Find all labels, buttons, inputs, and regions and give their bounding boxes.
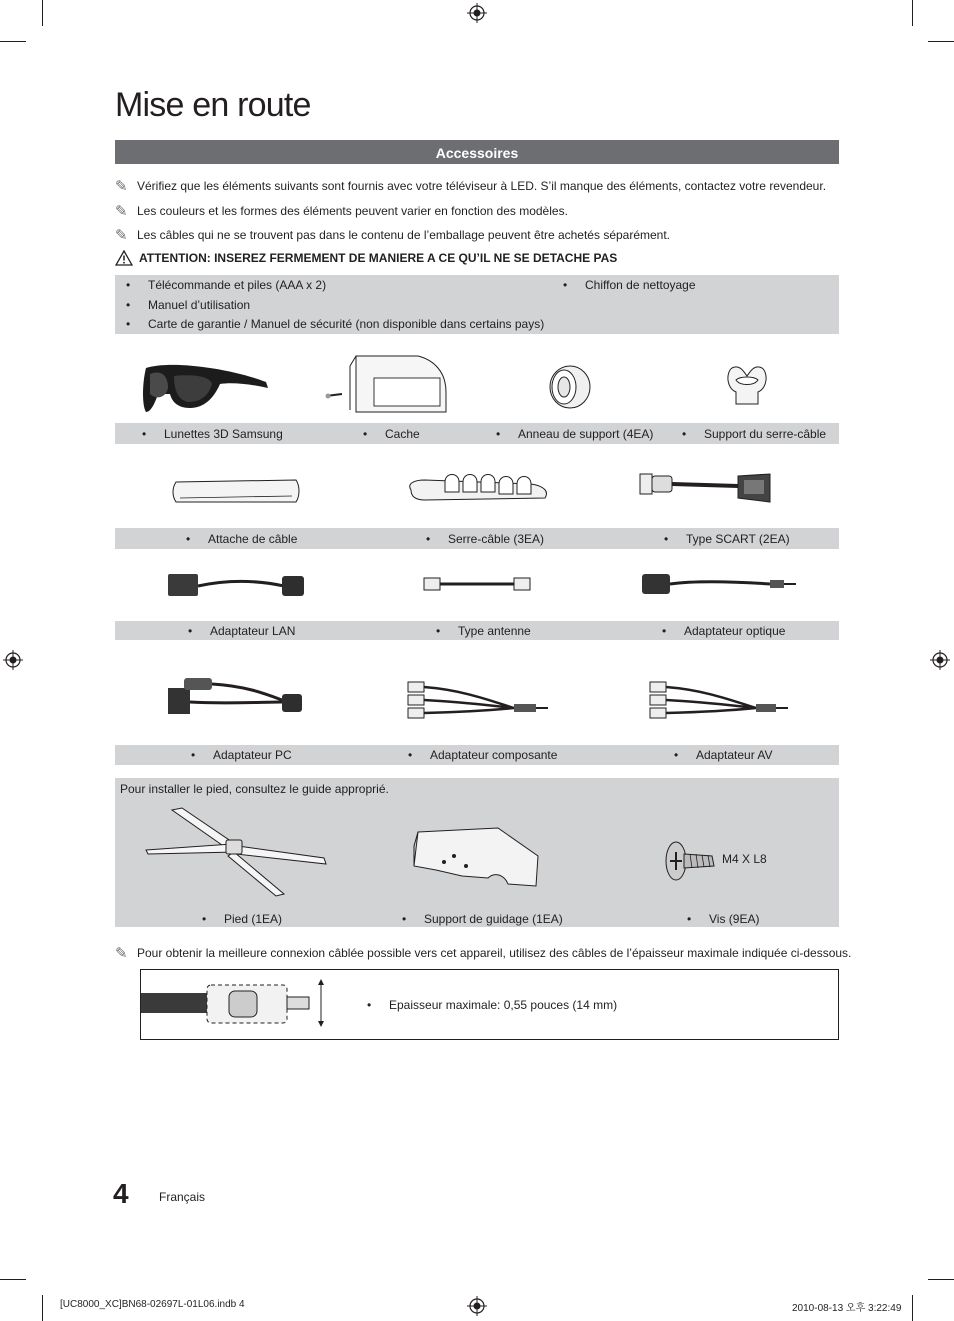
cable-clamp-image bbox=[405, 470, 551, 508]
list-item: • Adaptateur PC bbox=[191, 748, 292, 762]
list-item: • Adaptateur AV bbox=[674, 748, 773, 762]
lan-adapter-image bbox=[166, 570, 308, 600]
crop-mark bbox=[0, 41, 26, 42]
list-item: • Attache de câble bbox=[186, 532, 298, 546]
list-item: • Télécommande et piles (AAA x 2) bbox=[126, 278, 327, 292]
optical-adapter-image bbox=[640, 572, 798, 596]
crop-mark bbox=[912, 1295, 913, 1321]
3d-glasses-image bbox=[140, 350, 272, 422]
support-ring-image bbox=[540, 362, 596, 412]
list-item: • Lunettes 3D Samsung bbox=[142, 427, 283, 441]
crop-mark bbox=[912, 0, 913, 26]
list-item: • Manuel d’utilisation bbox=[126, 298, 251, 312]
list-item: • Adaptateur LAN bbox=[188, 624, 296, 638]
cable-holder-support-image bbox=[722, 360, 772, 406]
note-text: Pour obtenir la meilleure connexion câblée possible vers cet appareil, utilisez des câbles de l’épaisseur maximale indiquée ci-dessous. bbox=[137, 946, 852, 960]
list-item: • Type antenne bbox=[436, 624, 531, 638]
registration-mark-icon bbox=[467, 1296, 487, 1316]
list-item: • Adaptateur composante bbox=[408, 748, 558, 762]
scart-cable-image bbox=[638, 468, 772, 508]
slug-file: [UC8000_XC]BN68-02697L-01L06.indb 4 bbox=[60, 1299, 245, 1310]
screw-image bbox=[664, 840, 718, 882]
list-item: • Epaisseur maximale: 0,55 pouces (14 mm) bbox=[367, 998, 618, 1012]
list-item: • Vis (9EA) bbox=[687, 912, 760, 926]
list-item: • Type SCART (2EA) bbox=[664, 532, 790, 546]
component-adapter-image bbox=[404, 678, 550, 720]
warning-note bbox=[115, 250, 617, 266]
crop-mark bbox=[42, 1295, 43, 1321]
pencil-icon: ✎ bbox=[115, 203, 128, 220]
cable-thickness-image bbox=[141, 975, 331, 1031]
note-item bbox=[115, 944, 851, 962]
registration-mark-icon bbox=[467, 3, 487, 23]
crop-mark bbox=[928, 1279, 954, 1280]
page-title: Mise en route bbox=[115, 86, 311, 124]
registration-mark-icon bbox=[3, 650, 23, 670]
slug-date: 2010-08-13 오후 3:22:49 bbox=[792, 1303, 902, 1314]
screw-spec: M4 X L8 bbox=[722, 852, 767, 866]
language-label: Français bbox=[159, 1190, 206, 1204]
note-text: Les câbles qui ne se trouvent pas dans le contenu de l’emballage peuvent être achetés séparément. bbox=[137, 228, 671, 242]
list-item: • Carte de garantie / Manuel de sécurité (non disponible dans certains pays) bbox=[126, 317, 545, 331]
note-item bbox=[115, 226, 670, 244]
crop-mark bbox=[42, 0, 43, 26]
pencil-icon: ✎ bbox=[115, 178, 128, 195]
stand-intro: Pour installer le pied, consultez le guide approprié. bbox=[120, 782, 389, 796]
page-number: 4 bbox=[113, 1178, 129, 1209]
pencil-icon: ✎ bbox=[115, 227, 128, 244]
list-item: • Anneau de support (4EA) bbox=[496, 427, 654, 441]
list-item: • Pied (1EA) bbox=[202, 912, 283, 926]
crop-mark bbox=[0, 1279, 26, 1280]
list-item: • Cache bbox=[363, 427, 420, 441]
list-item: • Serre-câble (3EA) bbox=[426, 532, 545, 546]
registration-mark-icon bbox=[930, 650, 950, 670]
section-heading: Accessoires bbox=[115, 140, 839, 164]
antenna-cable-image bbox=[422, 574, 532, 594]
pencil-icon: ✎ bbox=[115, 945, 128, 962]
crop-mark bbox=[928, 41, 954, 42]
pc-adapter-image bbox=[166, 674, 306, 720]
note-item bbox=[115, 202, 568, 220]
list-item: • Chiffon de nettoyage bbox=[563, 278, 696, 292]
warning-icon bbox=[115, 250, 133, 266]
list-item: • Adaptateur optique bbox=[662, 624, 786, 638]
guide-stand-image bbox=[408, 826, 540, 888]
stand-image bbox=[142, 806, 330, 898]
list-item: • Support du serre-câble bbox=[682, 427, 827, 441]
cable-tie-image bbox=[170, 476, 302, 506]
note-item bbox=[115, 177, 826, 195]
cover-image bbox=[322, 352, 450, 416]
av-adapter-image bbox=[646, 678, 790, 720]
list-item: • Support de guidage (1EA) bbox=[402, 912, 563, 926]
note-text: Vérifiez que les éléments suivants sont fournis avec votre téléviseur à LED. S’il manque des éléments, contactez votre revendeur. bbox=[137, 179, 827, 193]
warning-text: ATTENTION: INSEREZ FERMEMENT DE MANIERE A CE QU’IL NE SE DETACHE PAS bbox=[139, 251, 618, 265]
note-text: Les couleurs et les formes des éléments peuvent varier en fonction des modèles. bbox=[137, 204, 568, 218]
